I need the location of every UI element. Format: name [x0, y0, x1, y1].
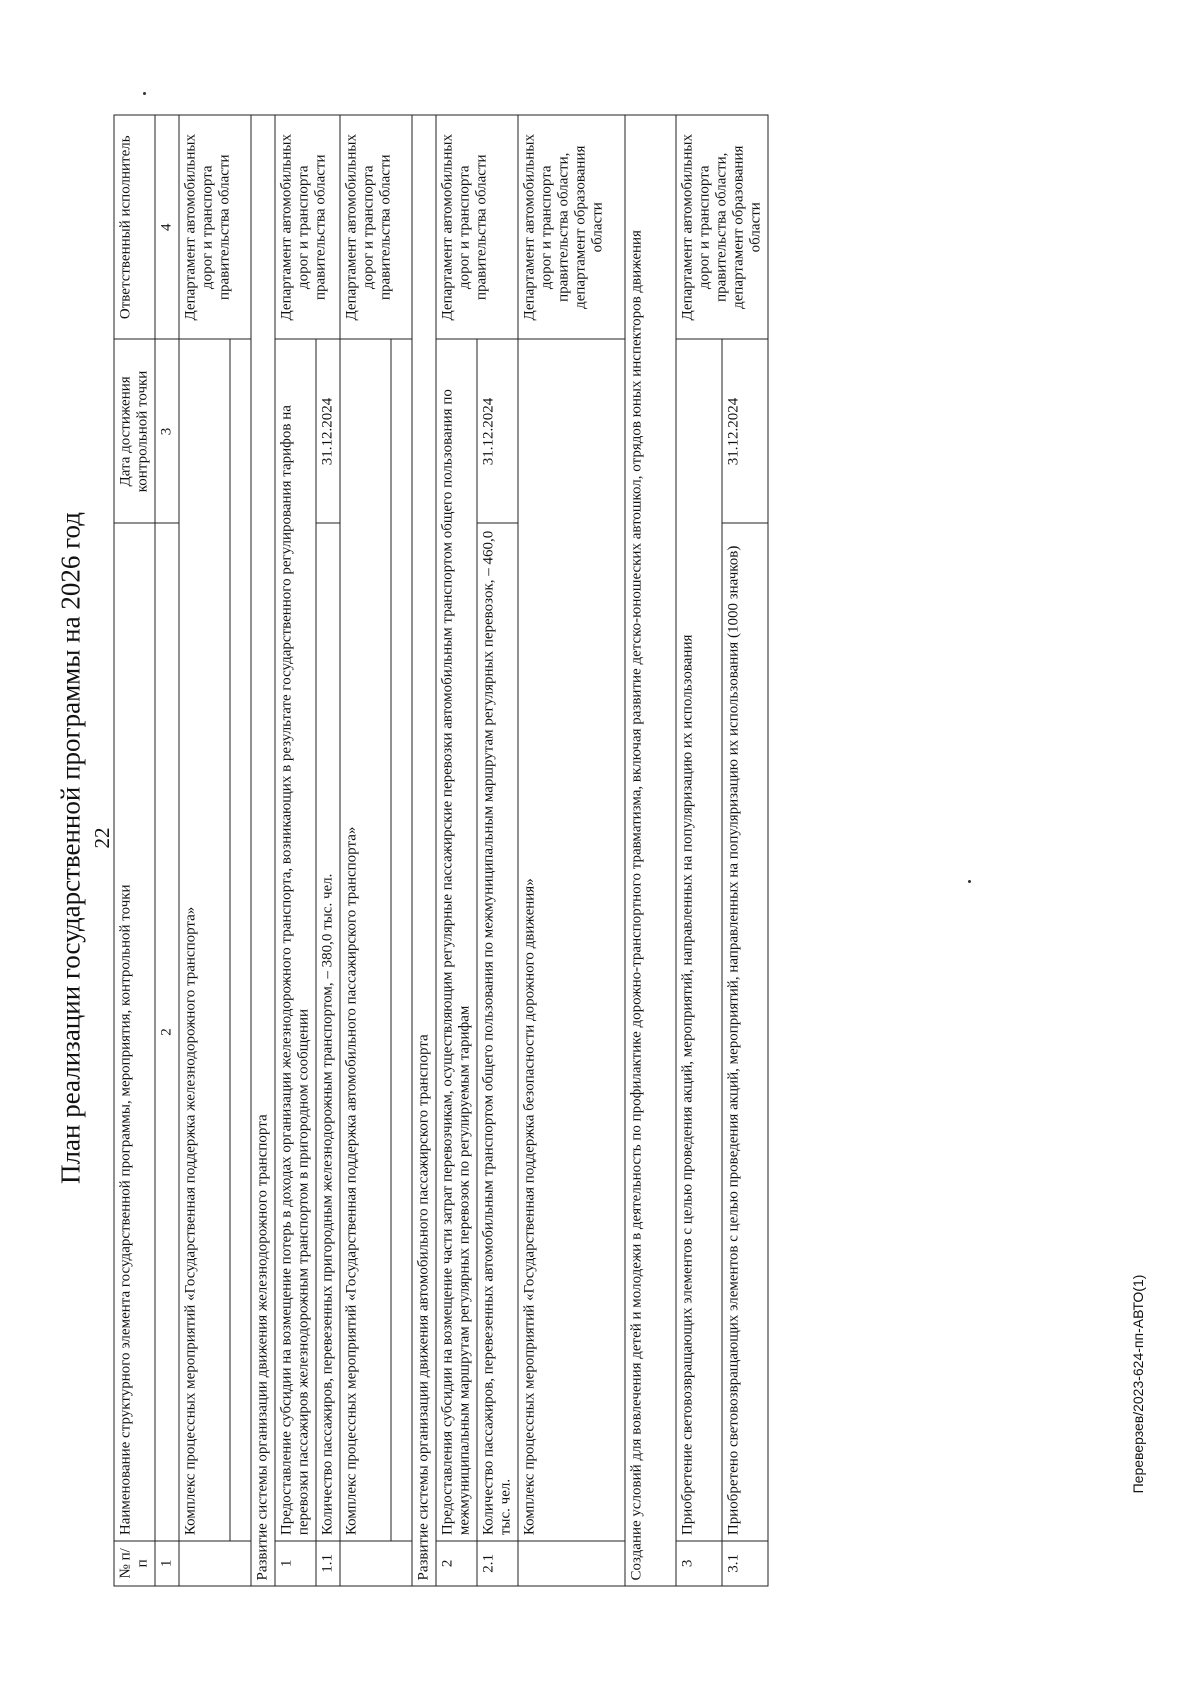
column-number: 3: [155, 340, 179, 524]
document-code: Переверзев/2023-624-пп-АВТО(1): [1130, 1274, 1146, 1494]
table-row: [625, 115, 676, 1586]
row-number: 1.1: [316, 1541, 340, 1586]
task-name: Создание условий для вовлечения детей и молодежи в деятельность по профилактике дорожно-транспортного травматизма, включая развитие детско-юношеских автошкол, отрядов юных инспекторов движения: [625, 115, 676, 1586]
row-number: 2: [436, 1541, 477, 1586]
scan-speck: [968, 880, 971, 883]
table-row: [676, 115, 722, 1586]
activity-executor: Департамент автомобильных дорог и транспорта правительства области, департамент образования области: [676, 115, 768, 340]
table-row: [340, 115, 391, 1586]
activity-name: Приобретение световозвращающих элементов с целью проведения акций, мероприятий, направленных на популяризацию их использования: [676, 340, 722, 1541]
row-number: 3: [676, 1541, 722, 1586]
row-number: 1: [275, 1541, 316, 1586]
checkpoint-date: 31.12.2024: [477, 340, 518, 524]
table-header-row: [114, 115, 155, 1586]
activity-name: Предоставления субсидии на возмещение части затрат перевозчикам, осуществляющим регулярные пассажирские перевозки автомобильным транспортом общего пользования по межмуниципальным маршрутам регулярных перевозок по регулируемым тарифам: [436, 340, 477, 1541]
column-number: 2: [155, 523, 179, 1540]
complex-executor: Департамент автомобильных дорог и транспорта правительства области, департамент образования области: [518, 115, 625, 340]
checkpoint-name: Количество пассажиров, перевезенных пригородным железнодорожным транспортом, – 380,0 тыс. чел.: [316, 523, 340, 1540]
spacer-cell: [391, 340, 412, 1541]
row-number: [340, 1541, 412, 1586]
activity-executor: Департамент автомобильных дорог и транспорта правительства области: [275, 115, 340, 340]
checkpoint-name: Количество пассажиров, перевезенных автомобильным транспортом общего пользования по межмуниципальным маршрутам регулярных перевозок, – 460,0 тыс. чел.: [477, 523, 518, 1540]
row-number: 3.1: [722, 1541, 768, 1586]
rotated-page-content: [56, 96, 1146, 1601]
table-row: [436, 115, 477, 1586]
column-number: 1: [155, 1541, 179, 1586]
complex-name: Комплекс процессных мероприятий «Государственная поддержка безопасности дорожного движения»: [518, 340, 625, 1541]
header-executor: Ответственный исполнитель: [114, 115, 155, 340]
row-number: [518, 1541, 625, 1586]
page-number: 22: [90, 827, 114, 849]
checkpoint-date: 31.12.2024: [316, 340, 340, 524]
document-title: План реализации государственной программы на 2026 год: [55, 512, 86, 1184]
table-row: [179, 115, 230, 1586]
header-number: № п/п: [114, 1541, 155, 1586]
task-name: Развитие системы организации движения железнодорожного транспорта: [251, 115, 275, 1586]
complex-name: Комплекс процессных мероприятий «Государственная поддержка железнодорожного транспорта»: [179, 340, 230, 1541]
table-row: [251, 115, 275, 1586]
header-name: Наименование структурного элемента государственной программы, мероприятия, контрольной точки: [114, 523, 155, 1540]
complex-name: Комплекс процессных мероприятий «Государственная поддержка автомобильного пассажирского транспорта»: [340, 340, 391, 1541]
complex-executor: Департамент автомобильных дорог и транспорта правительства области: [340, 115, 412, 340]
column-number: 4: [155, 115, 179, 340]
table-row: [518, 115, 625, 1586]
table-row: [275, 115, 316, 1586]
complex-executor: Департамент автомобильных дорог и транспорта правительства области: [179, 115, 251, 340]
checkpoint-date: 31.12.2024: [722, 340, 768, 524]
row-number: [179, 1541, 251, 1586]
header-date: Дата достижения контрольной точки: [114, 340, 155, 524]
activity-name: Предоставление субсидии на возмещение потерь в доходах организации железнодорожного транспорта, возникающих в результате государственного регулирования тарифов на перевозки пассажиров железнодорожным транспортом в пригородном сообщении: [275, 340, 316, 1541]
scan-speck: [143, 92, 146, 95]
activity-executor: Департамент автомобильных дорог и транспорта правительства области: [436, 115, 518, 340]
spacer-cell: [230, 340, 251, 1541]
column-number-row: [155, 115, 179, 1586]
checkpoint-name: Приобретено световозвращающих элементов с целью проведения акций, мероприятий, направленных на популяризацию их использования (1000 значков): [722, 523, 768, 1540]
plan-table: [114, 115, 769, 1587]
row-number: 2.1: [477, 1541, 518, 1586]
table-row: [412, 115, 436, 1586]
task-name: Развитие системы организации движения автомобильного пассажирского транспорта: [412, 115, 436, 1586]
